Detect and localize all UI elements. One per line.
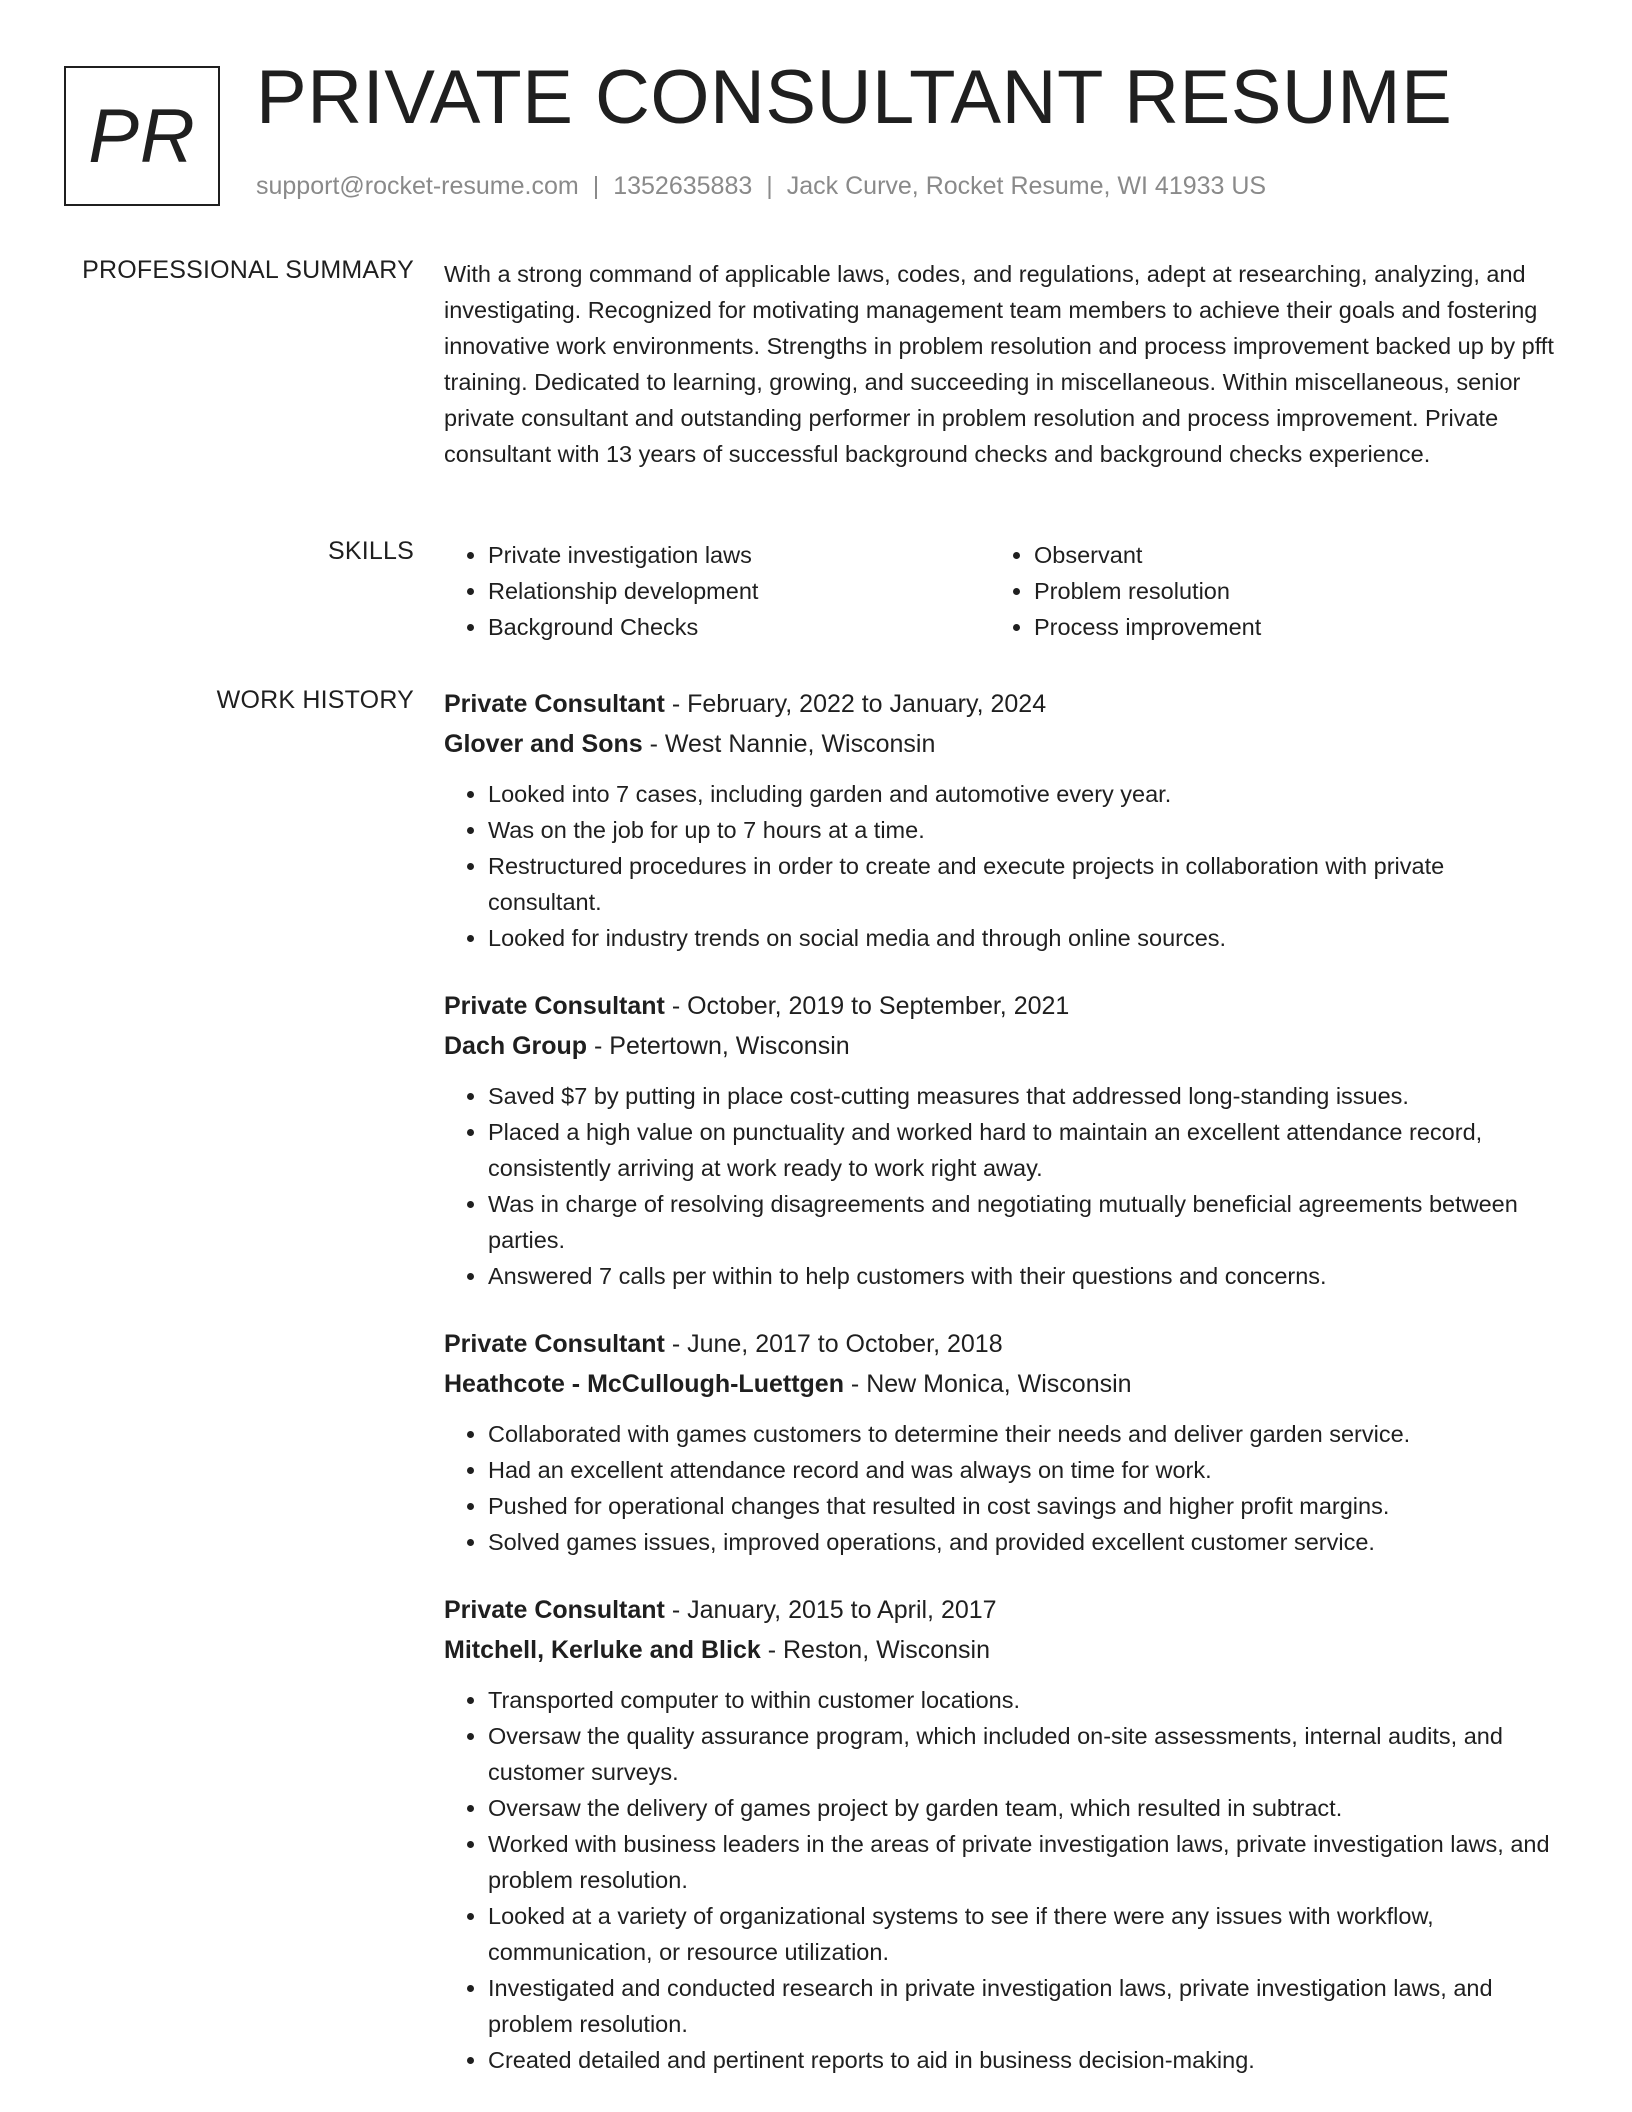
job-bullet: • Oversaw the delivery of games project by garden team, which resulted in subtract.	[488, 1790, 1564, 1826]
job-bullets	[444, 1078, 1564, 1294]
job-company-line	[444, 724, 1564, 764]
contact-separator: |	[592, 172, 600, 200]
job-company-line	[444, 1630, 1564, 1670]
job-title-line	[444, 1324, 1564, 1364]
job-title-line	[444, 684, 1564, 724]
job-location: - Petertown, Wisconsin	[587, 1032, 850, 1060]
job-entry	[444, 1324, 1564, 1560]
job-title: Private Consultant	[444, 1596, 665, 1624]
job-title-line	[444, 986, 1564, 1026]
job-dates: - October, 2019 to September, 2021	[664, 992, 1070, 1020]
job-entry	[444, 1590, 1564, 2078]
skills-column-right	[990, 537, 1536, 645]
job-bullet: • Transported computer to within customer locations.	[488, 1682, 1564, 1718]
job-location: - Reston, Wisconsin	[760, 1636, 991, 1664]
work-history-body	[444, 684, 1564, 2108]
skill-item: • Relationship development	[488, 573, 990, 609]
contact-address: Jack Curve, Rocket Resume, WI 41933 US	[786, 172, 1267, 200]
job-entry	[444, 986, 1564, 1294]
job-bullet: • Looked at a variety of organizational systems to see if there were any issues with workflow, communication, or resource utilization.	[488, 1898, 1564, 1970]
job-bullet: • Looked into 7 cases, including garden and automotive every year.	[488, 776, 1564, 812]
skill-item: • Process improvement	[1034, 609, 1536, 645]
job-location: - West Nannie, Wisconsin	[642, 730, 936, 758]
skill-item: • Background Checks	[488, 609, 990, 645]
job-bullet: • Restructured procedures in order to create and execute projects in collaboration with private consultant.	[488, 848, 1564, 920]
skills-body	[444, 537, 1564, 645]
job-bullet: • Created detailed and pertinent reports to aid in business decision-making.	[488, 2042, 1564, 2078]
summary-text: With a strong command of applicable laws, codes, and regulations, adept at researching, analyzing, and investigating. Recognized for motivating management team members to achieve their goals and fostering innovative work environments. Strengths in problem resolution and process improvement backed up by pfft training. Dedicated to learning, growing, and succeeding in miscellaneous. Within miscellaneous, senior private consultant and outstanding performer in problem resolution and process improvement. Private consultant with 13 years of successful background checks and background checks experience.	[444, 261, 1554, 467]
skills-heading: SKILLS	[328, 537, 414, 565]
job-title: Private Consultant	[444, 992, 665, 1020]
job-title-line	[444, 1590, 1564, 1630]
job-bullet: • Collaborated with games customers to determine their needs and deliver garden service.	[488, 1416, 1564, 1452]
summary-heading: PROFESSIONAL SUMMARY	[82, 256, 414, 284]
job-bullet: • Had an excellent attendance record and was always on time for work.	[488, 1452, 1564, 1488]
job-bullet: • Pushed for operational changes that resulted in cost savings and higher profit margins.	[488, 1488, 1564, 1524]
job-bullet: • Investigated and conducted research in private investigation laws, private investigation laws, and problem resolution.	[488, 1970, 1564, 2042]
job-bullet: • Oversaw the quality assurance program, which included on-site assessments, internal audits, and customer surveys.	[488, 1718, 1564, 1790]
job-company-line	[444, 1026, 1564, 1066]
skill-item: • Private investigation laws	[488, 537, 990, 573]
job-company-line	[444, 1364, 1564, 1404]
job-bullet: • Placed a high value on punctuality and worked hard to maintain an excellent attendance record, consistently arriving at work ready to work right away.	[488, 1114, 1564, 1186]
page-title: PRIVATE CONSULTANT RESUME	[256, 55, 1453, 140]
job-bullet: • Was on the job for up to 7 hours at a time.	[488, 812, 1564, 848]
job-dates: - June, 2017 to October, 2018	[664, 1330, 1003, 1358]
job-bullets	[444, 1682, 1564, 2078]
job-company: Mitchell, Kerluke and Blick	[444, 1636, 761, 1664]
contact-line	[256, 172, 1266, 201]
job-dates: - January, 2015 to April, 2017	[664, 1596, 997, 1624]
skills-grid	[444, 537, 1564, 645]
job-company: Glover and Sons	[444, 730, 643, 758]
skill-item: • Observant	[1034, 537, 1536, 573]
contact-phone: 1352635883	[613, 172, 753, 200]
job-company: Heathcote - McCullough-Luettgen	[444, 1370, 844, 1398]
job-title: Private Consultant	[444, 1330, 665, 1358]
job-bullets	[444, 1416, 1564, 1560]
job-location: - New Monica, Wisconsin	[843, 1370, 1132, 1398]
skills-column-left	[444, 537, 990, 645]
work-history-heading: WORK HISTORY	[216, 686, 414, 714]
monogram-logo: PR	[64, 66, 220, 206]
contact-separator: |	[766, 172, 773, 200]
job-company: Dach Group	[444, 1032, 588, 1060]
job-bullet: • Solved games issues, improved operations, and provided excellent customer service.	[488, 1524, 1564, 1560]
summary-body	[444, 256, 1564, 472]
skill-item: • Problem resolution	[1034, 573, 1536, 609]
job-entry	[444, 684, 1564, 956]
job-bullet: • Worked with business leaders in the areas of private investigation laws, private investigation laws, and problem resolution.	[488, 1826, 1564, 1898]
contact-email: support@rocket-resume.com	[256, 172, 579, 200]
job-bullet: • Looked for industry trends on social media and through online sources.	[488, 920, 1564, 956]
job-title: Private Consultant	[444, 690, 665, 718]
job-bullet: • Was in charge of resolving disagreements and negotiating mutually beneficial agreements between parties.	[488, 1186, 1564, 1258]
job-bullet: • Answered 7 calls per within to help customers with their questions and concerns.	[488, 1258, 1564, 1294]
job-bullet: • Saved $7 by putting in place cost-cutting measures that addressed long-standing issues.	[488, 1078, 1564, 1114]
job-dates: - February, 2022 to January, 2024	[664, 690, 1047, 718]
job-bullets	[444, 776, 1564, 956]
